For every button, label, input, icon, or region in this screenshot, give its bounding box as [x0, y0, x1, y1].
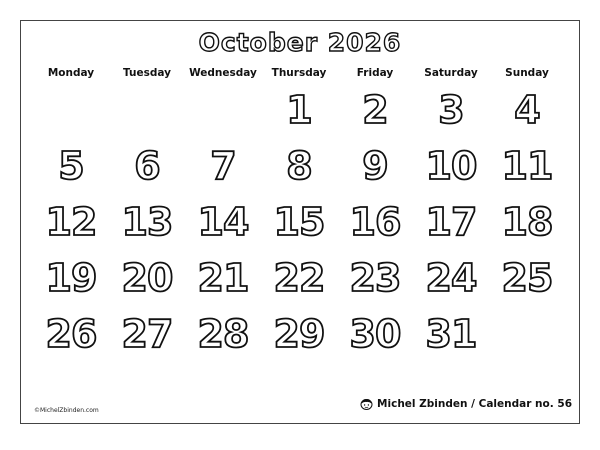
day-cell: 11 [501, 144, 553, 188]
day-cell: 15 [273, 200, 325, 244]
day-cell: 24 [425, 256, 477, 300]
day-cell: 29 [273, 312, 325, 356]
day-cell [489, 306, 565, 362]
day-cell: 12 [45, 200, 97, 244]
day-cell: 30 [349, 312, 401, 356]
credit-text: Michel Zbinden / Calendar no. 56 [377, 398, 572, 410]
day-cell: 22 [273, 256, 325, 300]
day-cell: 3 [438, 88, 464, 132]
day-cell: 5 [58, 144, 84, 188]
weekday-saturday: Saturday [424, 67, 478, 79]
day-cell [185, 82, 261, 138]
weekday-monday: Monday [47, 67, 95, 79]
day-cell: 25 [501, 256, 553, 300]
face-icon [360, 398, 373, 410]
day-cell: 16 [349, 200, 401, 244]
day-cell: 13 [121, 200, 173, 244]
calendar-title: October 2026 [198, 28, 402, 57]
weekday-header-row [33, 67, 565, 79]
day-cell [33, 82, 109, 138]
day-cell: 2 [362, 88, 388, 132]
day-cell: 10 [425, 144, 477, 188]
day-cell: 4 [514, 88, 540, 132]
day-cell: 1 [286, 88, 312, 132]
weekday-friday: Friday [356, 67, 394, 79]
day-cell: 8 [286, 144, 312, 188]
day-cell: 31 [425, 312, 477, 356]
day-cell: 26 [45, 312, 97, 356]
weekday-sunday: Sunday [505, 67, 549, 79]
day-cell: 28 [197, 312, 249, 356]
day-cell: 17 [425, 200, 477, 244]
calendar-grid [33, 82, 565, 362]
weekday-wednesday: Wednesday [189, 67, 257, 79]
day-cell: 20 [121, 256, 173, 300]
day-cell: 7 [210, 144, 236, 188]
day-cell: 18 [501, 200, 553, 244]
copyright-text: ©MichelZbinden.com [34, 407, 99, 414]
weekday-tuesday: Tuesday [123, 67, 171, 79]
credit-line [360, 398, 572, 410]
day-cell: 23 [349, 256, 401, 300]
weekday-thursday: Thursday [271, 67, 327, 79]
day-cell: 14 [197, 200, 249, 244]
day-cell: 21 [197, 256, 249, 300]
day-cell: 27 [121, 312, 173, 356]
day-cell [109, 82, 185, 138]
day-cell: 19 [45, 256, 97, 300]
day-cell: 6 [134, 144, 160, 188]
day-cell: 9 [362, 144, 388, 188]
